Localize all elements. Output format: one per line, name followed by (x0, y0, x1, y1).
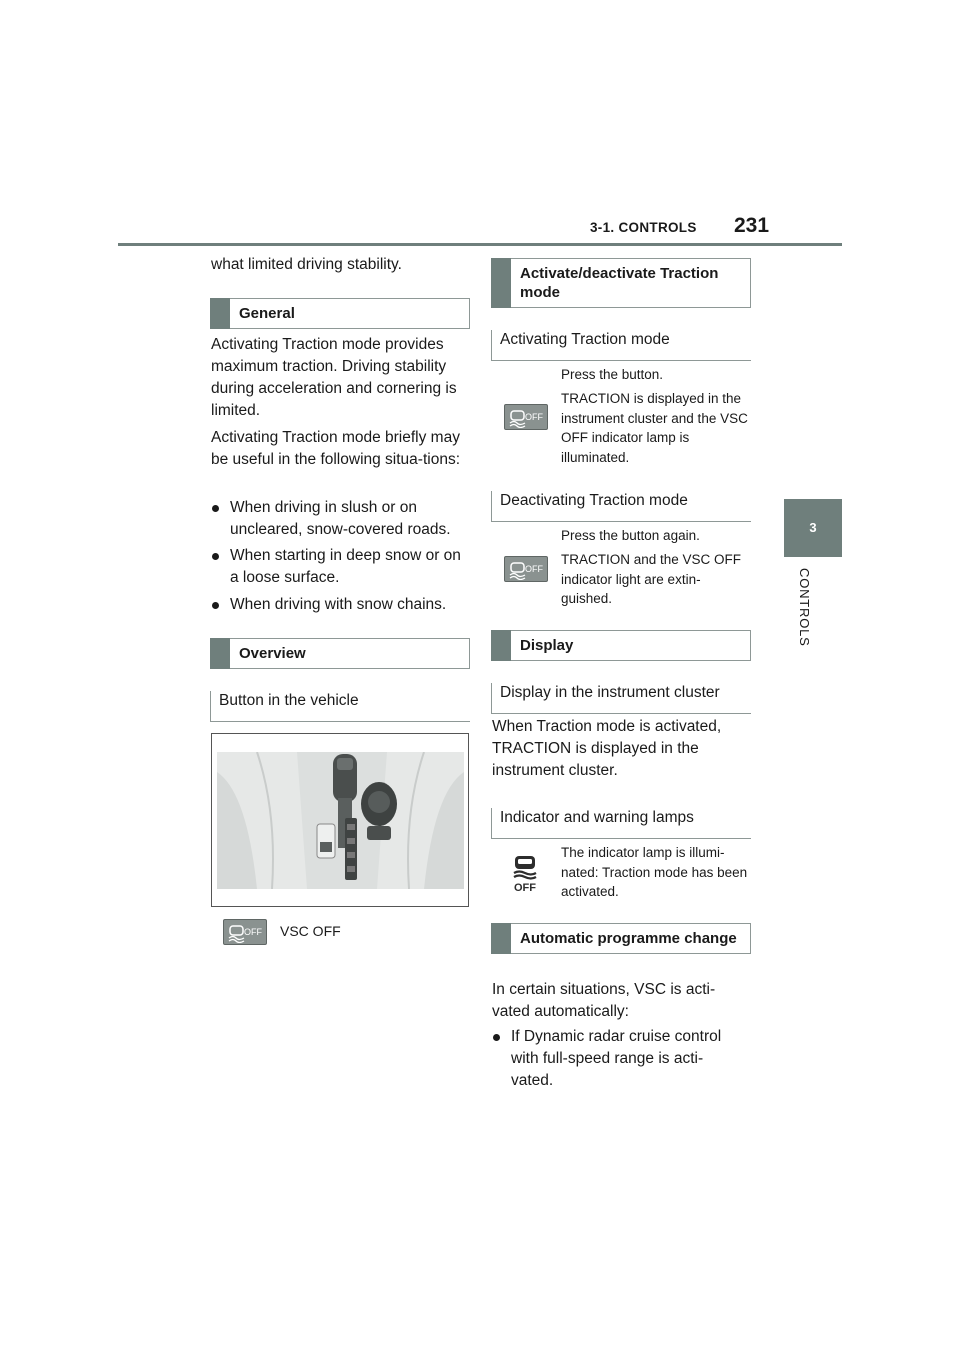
list-item: When driving with snow chains. (211, 594, 467, 616)
page-number: 231 (734, 214, 770, 237)
off-text: OFF (525, 412, 543, 422)
deactivating-step-1: Press the button again. (561, 528, 700, 543)
chapter-tab[interactable]: 3 (784, 499, 842, 557)
off-text: OFF (244, 927, 262, 937)
heading-general: General (210, 298, 470, 329)
subheading-activating: Activating Traction mode (491, 330, 751, 361)
subheading-indicator-lamps: Indicator and warning lamps (491, 808, 751, 839)
subheading-display-instrument-cluster: Display in the instrument cluster (491, 683, 751, 714)
lamp-off-text: OFF (514, 882, 536, 894)
lamps-text: The indicator lamp is illumi-nated: Traction mode has been activated. (561, 845, 748, 899)
subheading-button-in-vehicle: Button in the vehicle (210, 691, 470, 722)
off-text: OFF (525, 564, 543, 574)
section-title: 3-1. CONTROLS (590, 220, 697, 235)
display-paragraph: When Traction mode is activated, TRACTION is displayed in the instrument cluster. (492, 718, 722, 779)
list-item: When driving in slush or on uncleared, snow-covered roads. (211, 497, 467, 541)
vsc-off-button-icon (223, 919, 267, 945)
deactivating-step-2: TRACTION and the VSC OFF indicator light are extin-guished. (561, 552, 742, 606)
activating-step-2: TRACTION is displayed in the instrument cluster and the VSC OFF indicator lamp is illuminated. (561, 391, 748, 465)
heading-display: Display (491, 630, 751, 661)
heading-activate-deactivate: Activate/deactivate Traction mode (491, 258, 751, 308)
vehicle-console-illustration (211, 733, 469, 907)
heading-automatic-programme-change: Automatic programme change (491, 923, 751, 954)
vsc-off-label: VSC OFF (280, 923, 341, 939)
vsc-off-button-icon (504, 556, 548, 582)
list-item: When starting in deep snow or on a loose surface. (211, 545, 467, 589)
heading-overview: Overview (210, 638, 470, 669)
general-paragraph-1: Activating Traction mode provides maximum traction. Driving stability during acceleration and cornering is limited. (211, 336, 457, 419)
center-console-image (217, 752, 464, 889)
general-paragraph-2: Activating Traction mode briefly may be useful in the following situa-tions: (211, 429, 461, 468)
activating-step-1: Press the button. (561, 367, 664, 382)
vsc-off-button-icon (504, 404, 548, 430)
auto-paragraph: In certain situations, VSC is acti-vated automatically: (492, 981, 716, 1020)
list-item: If Dynamic radar cruise control with full-speed range is acti-vated. (492, 1026, 732, 1092)
subheading-deactivating: Deactivating Traction mode (491, 491, 751, 522)
vsc-off-indicator-lamp-icon (510, 854, 540, 894)
header-divider (118, 243, 842, 246)
chapter-tab-label: CONTROLS (797, 568, 812, 647)
intro-text: what limited driving stability. (211, 256, 402, 273)
